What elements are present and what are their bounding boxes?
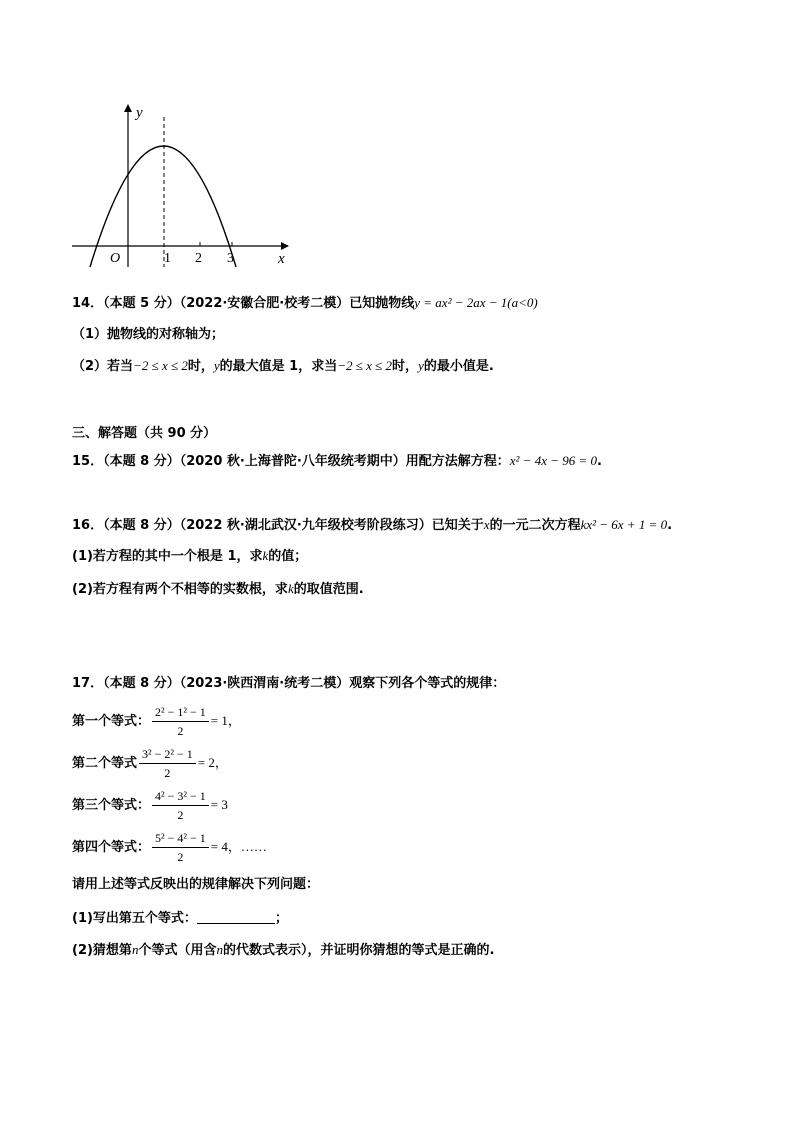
q14-part2-text-d: 时， — [392, 359, 419, 374]
q17-equation-1 — [72, 703, 241, 740]
q17-equation-2 — [72, 745, 228, 782]
q17-equation-3 — [72, 787, 228, 824]
q17-eq3-rhs: = 3 — [210, 797, 228, 812]
q16-prefix: 16．（本题 8 分）（2022 秋·湖北武汉·九年级校考阶段练习）已知关于 — [72, 518, 484, 533]
q14-formula: y = ax² − 2ax − 1(a<0) — [414, 295, 538, 310]
q16-mid: 的一元二次方程 — [489, 518, 581, 533]
q17-eq2-numerator: 3² − 2² − 1 — [139, 747, 196, 764]
q16-var-k-1: k — [262, 548, 269, 563]
q15-prefix: 15．（本题 8 分）（2020 秋·上海普陀·八年级统考期中）用配方法解方程： — [72, 454, 510, 469]
q17-stem: 17．（本题 8 分）（2023·陕西渭南·统考二模）观察下列各个等式的规律： — [72, 676, 506, 691]
q14-range-1: −2 ≤ x ≤ 2 — [133, 358, 188, 373]
origin-label: O — [110, 251, 121, 266]
q16-var-k-2: k — [287, 581, 294, 596]
q16-part2 — [72, 580, 364, 599]
q17-eq3-label: 第三个等式： — [72, 798, 151, 813]
q14-part2-text-e: 的最小值是. — [423, 359, 494, 374]
q14-part1: （1）抛物线的对称轴为； — [72, 327, 225, 342]
q14-part2-text-c: 的最大值是 1，求当 — [219, 359, 338, 374]
q17-eq3-denominator: 2 — [177, 808, 184, 822]
q17-eq4-denominator: 2 — [177, 850, 184, 864]
q15-equation: x² − 4x − 96 = 0 — [509, 453, 598, 468]
q17-eq4-fraction — [152, 831, 209, 864]
tick-label-2: 2 — [195, 251, 202, 266]
q17-part1 — [72, 909, 288, 928]
q17-part2-text-b: 个等式（用含 — [138, 943, 217, 958]
x-axis-label: x — [278, 251, 285, 267]
q17-eq2-fraction — [139, 747, 196, 780]
q17-eq1-numerator: 2² − 1² − 1 — [152, 705, 209, 722]
q16-part1-text-a: (1)若方程的其中一个根是 1，求 — [72, 549, 263, 564]
q17-eq4-rhs: = 4，…… — [210, 839, 267, 854]
q14-part2-text-b: 时， — [187, 359, 214, 374]
q17-var-n-1: n — [131, 942, 139, 957]
q14-range-2: −2 ≤ x ≤ 2 — [337, 358, 393, 373]
q17-part2-text-a: (2)猜想第 — [72, 943, 132, 958]
parabola-graph — [60, 95, 300, 275]
q17-part1-text-b: ； — [274, 911, 288, 926]
q17-eq4-numerator: 5² − 4² − 1 — [152, 831, 209, 848]
q16-part1 — [72, 547, 307, 566]
q17-part2-text-c: 的代数式表示），并证明你猜想的等式是正确的. — [222, 943, 495, 958]
q17-var-n-2: n — [216, 942, 223, 957]
q17-equation-4 — [72, 829, 267, 866]
q17-eq1-fraction — [152, 705, 209, 738]
q16-equation: kx² − 6x + 1 = 0 — [580, 517, 668, 532]
q17-eq2-label: 第二个等式 — [72, 756, 138, 771]
tick-label-3: 3 — [227, 251, 234, 266]
q14-part2-text-a: （2）若当 — [72, 359, 134, 374]
q16-part1-text-b: 的值； — [268, 549, 308, 564]
q17-eq1-denominator: 2 — [177, 724, 184, 738]
q17-instruction: 请用上述等式反映出的规律解决下列问题： — [72, 877, 320, 892]
q17-eq1-rhs: = 1， — [210, 713, 241, 728]
q16-stem — [72, 516, 672, 535]
q17-eq1-label: 第一个等式： — [72, 714, 151, 729]
q17-part1-text-a: (1)写出第五个等式： — [72, 911, 197, 926]
section-title: 三、解答题（共 90 分） — [72, 426, 217, 441]
parabola-curve — [90, 146, 236, 267]
tick-label-1: 1 — [164, 251, 171, 266]
q17-eq2-denominator: 2 — [164, 766, 171, 780]
q14-prefix: 14．（本题 5 分）（2022·安徽合肥·校考二模）已知抛物线 — [72, 296, 415, 311]
q17-part2 — [72, 941, 494, 960]
q14-var-y-2: y — [418, 358, 424, 373]
q17-eq3-numerator: 4² − 3² − 1 — [152, 789, 209, 806]
q17-answer-blank[interactable] — [197, 909, 275, 924]
y-axis-label: y — [136, 105, 143, 121]
q16-part2-text-b: 的取值范围. — [293, 582, 364, 597]
q14-stem — [72, 294, 538, 313]
q17-eq4-label: 第四个等式： — [72, 840, 151, 855]
q17-eq2-rhs: = 2， — [197, 755, 228, 770]
q14-part2 — [72, 357, 494, 376]
q16-suffix: . — [667, 518, 673, 533]
q15-stem — [72, 452, 602, 471]
q14-var-y-1: y — [213, 358, 220, 373]
q17-eq3-fraction — [152, 789, 209, 822]
q16-part2-text-a: (2)若方程有两个不相等的实数根，求 — [72, 582, 288, 597]
q15-suffix: . — [597, 454, 602, 469]
q16-var-x: x — [483, 517, 490, 532]
